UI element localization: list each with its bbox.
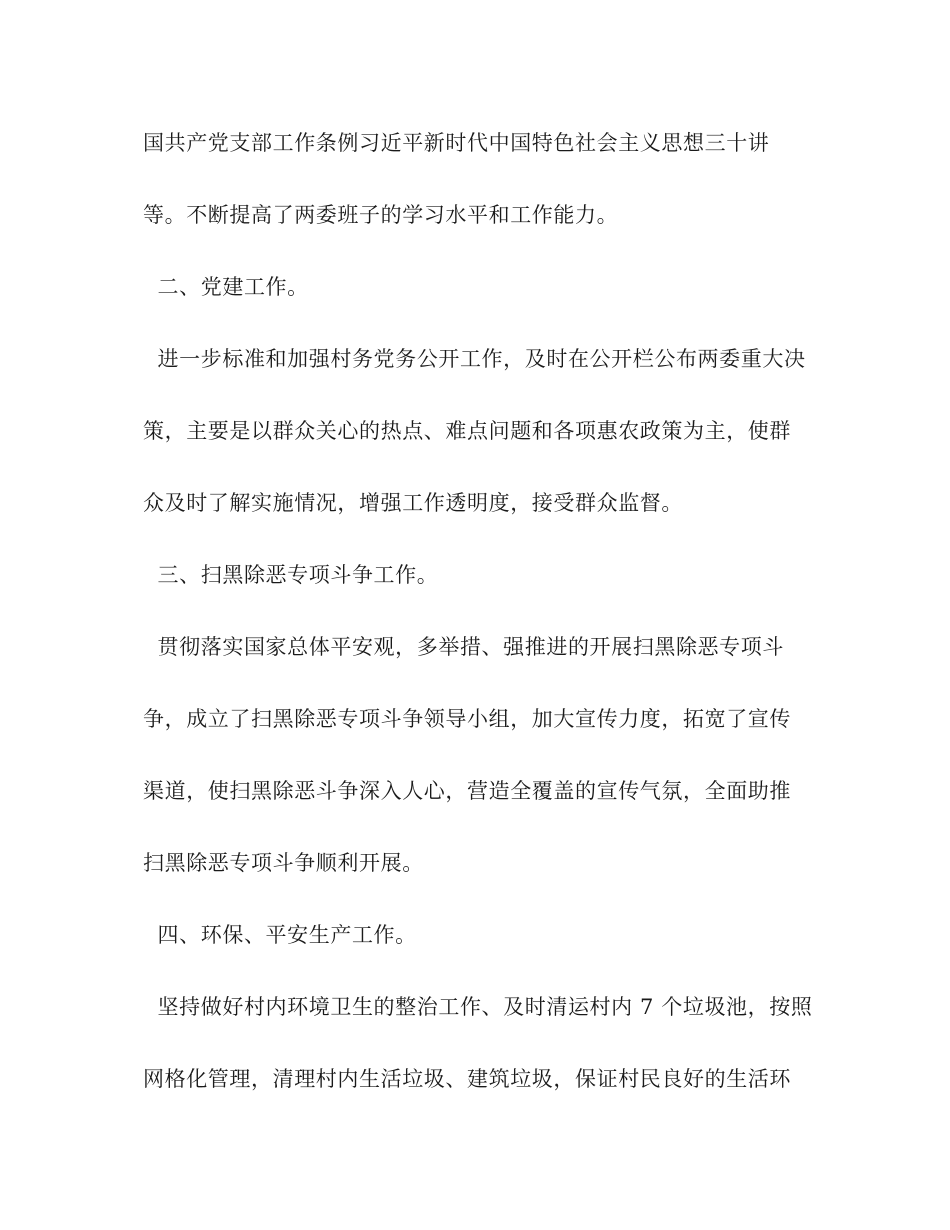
section-heading-environment-safety: 四、环保、平安生产工作。 xyxy=(143,923,417,947)
section-heading-anti-crime: 三、扫黑除恶专项斗争工作。 xyxy=(143,563,439,587)
text-line-1: 国共产党支部工作条例习近平新时代中国特色社会主义思想三十讲 xyxy=(143,131,770,155)
text-line-6: 众及时了解实施情况，增强工作透明度，接受群众监督。 xyxy=(143,491,683,515)
text-line-2: 等。不断提高了两委班子的学习水平和工作能力。 xyxy=(143,203,619,227)
text-line-13: 坚持做好村内环境卫生的整治工作、及时清运村内 7 个垃圾池，按照 xyxy=(143,995,813,1019)
text-line-14: 网格化管理，清理村内生活垃圾、建筑垃圾，保证村民良好的生活环 xyxy=(143,1067,791,1091)
text-line-5: 策，主要是以群众关心的热点、难点问题和各项惠农政策为主，使群 xyxy=(143,419,791,443)
text-line-4: 进一步标准和加强村务党务公开工作，及时在公开栏公布两委重大决 xyxy=(143,347,806,371)
text-line-11: 扫黑除恶专项斗争顺利开展。 xyxy=(143,851,424,875)
text-line-10: 渠道，使扫黑除恶斗争深入人心，营造全覆盖的宣传气氛，全面助推 xyxy=(143,779,791,803)
text-line-9: 争，成立了扫黑除恶专项斗争领导小组，加大宣传力度，拓宽了宣传 xyxy=(143,707,791,731)
text-line-8: 贯彻落实国家总体平安观，多举措、强推进的开展扫黑除恶专项斗 xyxy=(143,635,784,659)
section-heading-party-building: 二、党建工作。 xyxy=(143,275,309,299)
